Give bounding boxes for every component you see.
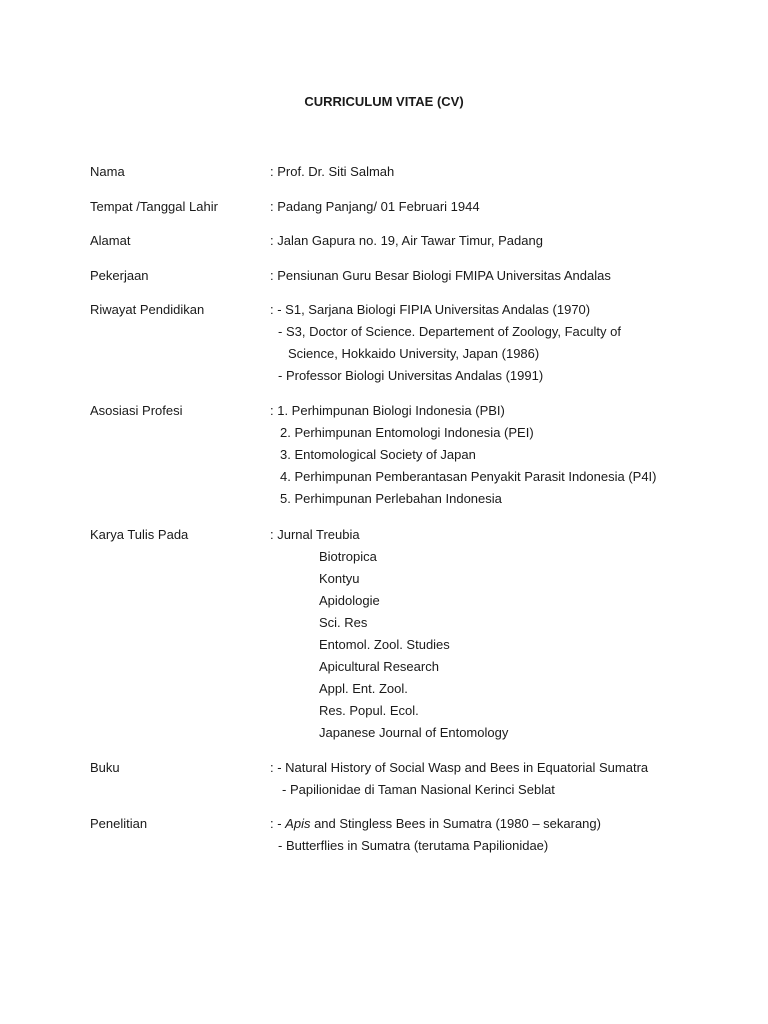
label-pekerjaan: Pekerjaan <box>90 268 149 283</box>
value-nama: : Prof. Dr. Siti Salmah <box>270 164 395 179</box>
karya-item: Appl. Ent. Zool. <box>319 681 408 696</box>
penelitian-item: - Butterflies in Sumatra (terutama Papilionidae) <box>278 838 549 853</box>
asosiasi-item: 3. Entomological Society of Japan <box>280 447 476 462</box>
penelitian-prefix: : - <box>270 816 286 831</box>
buku-item: : - Natural History of Social Wasp and Bees in Equatorial Sumatra <box>270 760 649 775</box>
value-alamat: : Jalan Gapura no. 19, Air Tawar Timur, Padang <box>270 233 543 248</box>
buku-item: - Papilionidae di Taman Nasional Kerinci Seblat <box>282 782 555 797</box>
label-alamat: Alamat <box>90 233 131 248</box>
penelitian-item <box>270 813 710 835</box>
pendidikan-line: Science, Hokkaido University, Japan (1986) <box>288 346 540 361</box>
label-nama: Nama <box>90 164 125 179</box>
label-ttl: Tempat /Tanggal Lahir <box>90 199 218 214</box>
label-penelitian: Penelitian <box>90 816 148 831</box>
karya-item: Japanese Journal of Entomology <box>319 725 509 740</box>
asosiasi-item: 5. Perhimpunan Perlebahan Indonesia <box>280 491 502 506</box>
karya-item: Biotropica <box>319 549 377 564</box>
karya-item: Apidologie <box>319 593 380 608</box>
karya-item: Sci. Res <box>319 615 368 630</box>
pendidikan-line: - S3, Doctor of Science. Departement of Zoology, Faculty of <box>278 324 621 339</box>
pendidikan-line: : - S1, Sarjana Biologi FIPIA Universitas Andalas (1970) <box>270 302 591 317</box>
label-pendidikan: Riwayat Pendidikan <box>90 302 205 317</box>
value-ttl: : Padang Panjang/ 01 Februari 1944 <box>270 199 480 214</box>
penelitian-italic: Apis <box>285 816 311 831</box>
label-buku: Buku <box>90 760 120 775</box>
asosiasi-item: 4. Perhimpunan Pemberantasan Penyakit Parasit Indonesia (P4I) <box>280 469 657 484</box>
karya-item: Apicultural Research <box>319 659 439 674</box>
karya-item: Res. Popul. Ecol. <box>319 703 419 718</box>
label-asosiasi: Asosiasi Profesi <box>90 403 183 418</box>
label-karya: Karya Tulis Pada <box>90 527 189 542</box>
asosiasi-item: : 1. Perhimpunan Biologi Indonesia (PBI) <box>270 403 505 418</box>
pendidikan-line: - Professor Biologi Universitas Andalas (1991) <box>278 368 544 383</box>
asosiasi-item: 2. Perhimpunan Entomologi Indonesia (PEI) <box>280 425 534 440</box>
document-title: CURRICULUM VITAE (CV) <box>304 94 464 109</box>
karya-item: : Jurnal Treubia <box>270 527 360 542</box>
karya-item: Kontyu <box>319 571 360 586</box>
karya-item: Entomol. Zool. Studies <box>319 637 450 652</box>
value-pekerjaan: : Pensiunan Guru Besar Biologi FMIPA Universitas Andalas <box>270 268 611 283</box>
penelitian-suffix: and Stingless Bees in Sumatra (1980 – sekarang) <box>310 816 601 831</box>
